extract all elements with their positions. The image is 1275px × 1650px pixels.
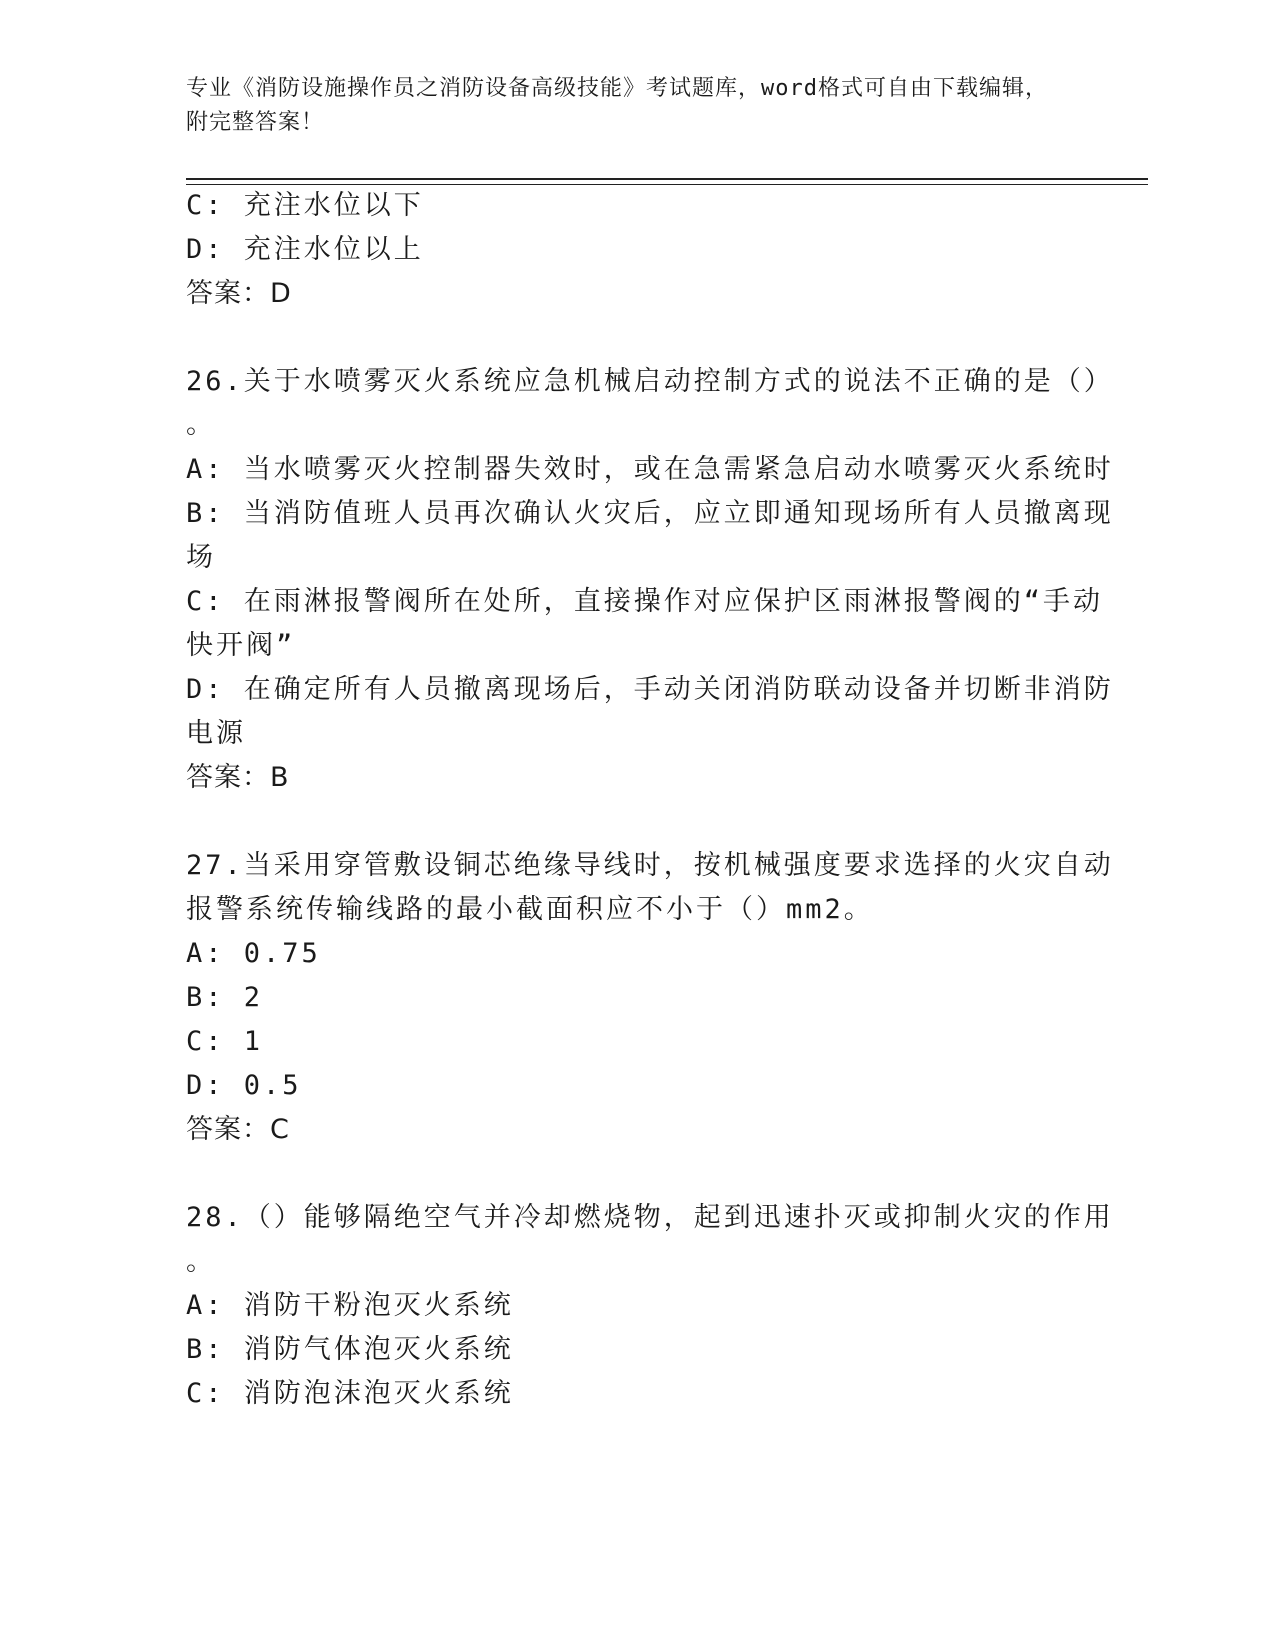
q26-option-d-line1: D: 在确定所有人员撤离现场后，手动关闭消防联动设备并切断非消防 bbox=[186, 674, 1114, 705]
prev-option-c: C: 充注水位以下 bbox=[186, 190, 424, 221]
q26-option-d-line2: 电源 bbox=[186, 718, 246, 749]
q26-option-b-line1: B: 当消防值班人员再次确认火灾后，应立即通知现场所有人员撤离现 bbox=[186, 498, 1114, 529]
prev-answer: 答案：D bbox=[186, 278, 292, 309]
q26-stem-line1: 26.关于水喷雾灭火系统应急机械启动控制方式的说法不正确的是（） bbox=[186, 366, 1114, 397]
q28-stem-line2: 。 bbox=[186, 1246, 216, 1277]
prev-option-d: D: 充注水位以上 bbox=[186, 234, 424, 265]
document-header: 专业《消防设施操作员之消防设备高级技能》考试题库，word格式可自由下载编辑，附完整答案！ bbox=[186, 76, 1048, 135]
q26-option-c-line2: 快开阀” bbox=[186, 630, 296, 661]
q27-answer: 答案：C bbox=[186, 1114, 290, 1145]
q27-stem-line2: 报警系统传输线路的最小截面积应不小于（）mm2。 bbox=[186, 894, 874, 925]
q27-option-c: C: 1 bbox=[186, 1026, 264, 1057]
q26-option-a: A: 当水喷雾灭火控制器失效时，或在急需紧急启动水喷雾灭火系统时 bbox=[186, 454, 1114, 485]
header-rule-thick bbox=[186, 178, 1148, 180]
q26-stem-line2: 。 bbox=[186, 409, 216, 440]
q28-option-a: A: 消防干粉泡灭火系统 bbox=[186, 1290, 514, 1321]
q26-option-b-line2: 场 bbox=[186, 542, 216, 573]
q26-option-c-line1: C: 在雨淋报警阀所在处所，直接操作对应保护区雨淋报警阀的“手动 bbox=[186, 586, 1104, 617]
q26-answer: 答案：B bbox=[186, 762, 290, 793]
header-rule-thin bbox=[186, 184, 1148, 185]
q28-option-c: C: 消防泡沫泡灭火系统 bbox=[186, 1378, 514, 1409]
q27-option-b: B: 2 bbox=[186, 982, 264, 1013]
q28-option-b: B: 消防气体泡灭火系统 bbox=[186, 1334, 514, 1365]
q28-stem-line1: 28.（）能够隔绝空气并冷却燃烧物，起到迅速扑灭或抑制火灾的作用 bbox=[186, 1202, 1114, 1233]
q27-stem-line1: 27.当采用穿管敷设铜芯绝缘导线时，按机械强度要求选择的火灾自动 bbox=[186, 850, 1114, 881]
q27-option-a: A: 0.75 bbox=[186, 938, 321, 969]
q27-option-d: D: 0.5 bbox=[186, 1070, 302, 1101]
